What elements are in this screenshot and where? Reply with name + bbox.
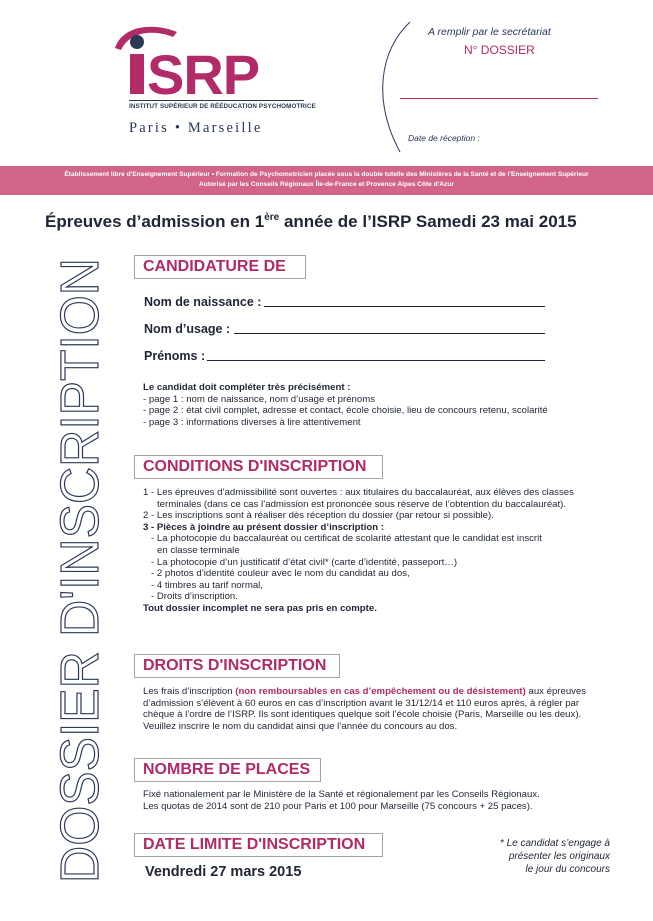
conditions-line: - La photocopie du baccalauréat ou certificat de scolarité attestant que le candidat est inscrit [151,533,542,545]
logo-cities: Paris • Marseille [129,120,263,136]
footnote-line: * Le candidat s’engage à [499,838,610,849]
first-names-label: Prénoms : [144,349,206,363]
banner-line-2: Autorisé par les Conseils Régionaux Île-de-France et Provence Alpes Côte d'Azur [199,181,454,188]
droits-line: d’admission s’élèvent à 60 euros en cas d’inscription avant le 31/12/14 et 110 euros après, à régler par [143,697,580,709]
candidature-section-title: CANDIDATURE DE [134,255,306,279]
droits-section-title: DROITS D'INSCRIPTION [134,654,340,678]
conditions-line: 3 - Pièces à joindre au présent dossier d’inscription : [143,521,384,533]
secretariat-title: A remplir par le secrétariat [428,26,551,38]
droits-line: Veuillez inscrire le nom du candidat ainsi que l’année du concours au dos. [143,720,458,732]
page-title-before: Épreuves d’admission en 1 [45,212,265,231]
conditions-line: - 2 photos d’identité couleur avec le nom du candidat au dos, [151,568,410,580]
logo-subtitle: INSTITUT SUPÉRIEUR DE RÉÉDUCATION PSYCHOMOTRICE [129,100,304,110]
conditions-line: terminales (dans ce cas l’admission est prononcée sous réserve de l’obtention du baccalauréat). [157,498,567,510]
svg-text:SRP: SRP [147,43,260,106]
footnote [500,837,610,876]
places-line: Fixé nationalement par le Ministère de la Santé et régionalement par les Conseils Régionaux. [143,789,540,800]
deadline-date: Vendredi 27 mars 2015 [145,864,302,880]
accreditation-banner [0,166,653,195]
isrp-logo [107,20,327,145]
banner-line-1: Établissement libre d'Enseignement Supérieur • Formation de Psychomotricien placée sous la double tutelle des Ministères de la Santé et de l'Enseignement Supérieur [64,171,589,178]
birth-name-field[interactable] [264,306,545,307]
droits-line-1 [143,686,586,698]
instructions-item: - page 2 : état civil complet, adresse et contact, école choisie, lieu de concours retenu, scolarité [143,405,548,417]
usage-name-field[interactable] [234,333,545,334]
page-title-sup: ère [264,212,280,223]
reception-date-label: Date de réception : [408,133,480,143]
droits-body [143,686,586,732]
droits-text: aux épreuves [525,686,587,697]
conditions-line: 2 - Les inscriptions sont à réaliser dès réception du dossier (par retour si possible). [143,510,494,522]
conditions-line: - Droits d’inscription. [151,591,238,603]
instructions-item: - page 1 : nom de naissance, nom d’usage et prénoms [143,393,375,405]
conditions-section-title: CONDITIONS D'INSCRIPTION [134,455,383,479]
secretariat-arc [372,20,412,155]
droits-highlight: (non remboursables en cas d’empêchement ou de désistement) [235,686,526,697]
footnote-line: le jour du concours [525,864,610,875]
first-names-field[interactable] [207,360,545,361]
droits-line: chèque à l’ordre de l’ISRP. Ils sont identiques quelque soit l’école choisie (Paris, Marseille ou les deux). [143,709,582,721]
deadline-section-title: DATE LIMITE D'INSCRIPTION [134,833,383,857]
vertical-title-text: DOSSIER D'INSCRIPTION [50,227,110,883]
candidature-instructions [143,382,548,428]
conditions-line: en classe terminale [157,544,240,556]
vertical-title [50,227,110,888]
conditions-line: - La photocopie d’un justificatif d’état civil* (carte d’identité, passeport…) [151,556,458,568]
dossier-number-label: N° DOSSIER [464,43,535,57]
conditions-body [143,487,574,615]
places-body [143,789,540,812]
conditions-line: - 4 timbres au tarif normal, [151,579,263,591]
places-line: Les quotas de 2014 sont de 210 pour Paris et 100 pour Marseille (75 concours + 25 paces). [143,800,533,812]
conditions-line: 1 - Les épreuves d’admissibilité sont ouvertes : aux titulaires du baccalauréat, aux élèves des classes [143,487,574,498]
isrp-logo-mark [107,20,327,106]
instructions-intro: Le candidat doit compléter très précisément : [143,382,351,393]
conditions-line: Tout dossier incomplet ne sera pas pris en compte. [143,602,377,614]
droits-text: Les frais d’inscription [143,686,236,697]
birth-name-label: Nom de naissance : [144,295,262,309]
page-title-after: année de l’ISRP Samedi 23 mai 2015 [279,212,577,231]
places-section-title: NOMBRE DE PLACES [134,758,321,782]
dossier-number-line [400,98,598,99]
usage-name-label: Nom d’usage : [144,322,231,336]
page-title [45,212,577,232]
instructions-item: - page 3 : informations diverses à lire attentivement [143,416,361,428]
footnote-line: présenter les originaux [508,851,610,862]
